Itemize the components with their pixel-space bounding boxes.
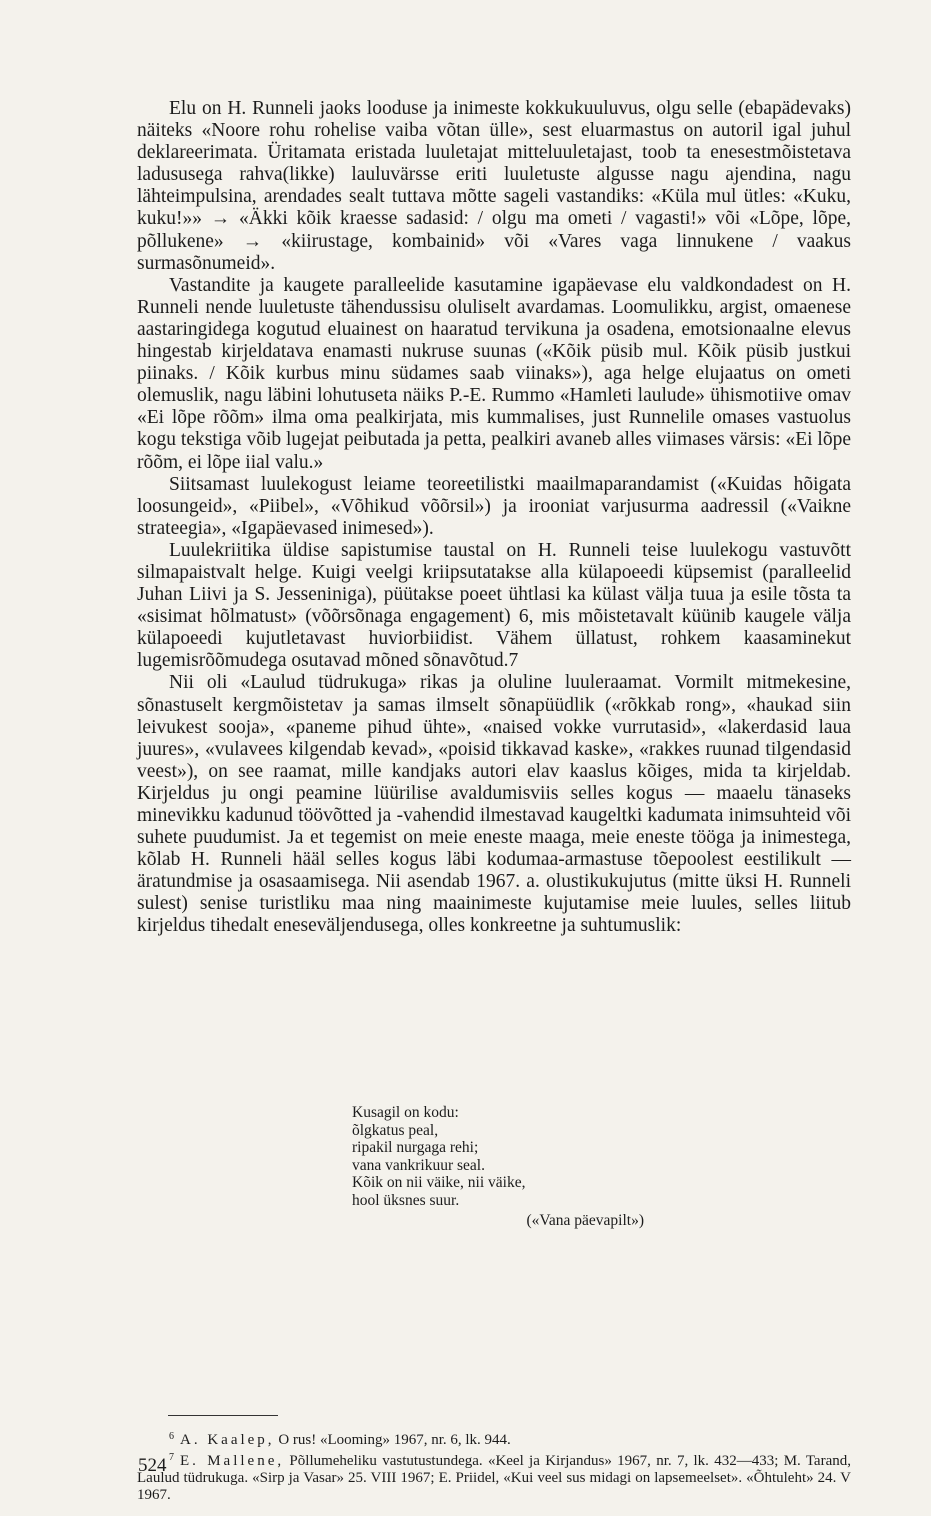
footnote-6 bbox=[137, 1428, 851, 1449]
footnotes bbox=[137, 1428, 851, 1504]
footnote-author: A. Kaalep, bbox=[180, 1432, 275, 1448]
footnote-7 bbox=[137, 1449, 851, 1504]
paragraph-2: Vastandite ja kaugete paralleelide kasutamine igapäevase elu valdkondadest on H. Runneli nende luuletuste tähendussisu oluliselt avardamas. Loomulikku, argist, omaenese aastaringidega kogutud eluainest on haaratud tervikuna ja osadena, emotsionaalne elevus hingestab kirjeldatava enamasti nukruse suunas («Kõik püsib mul. Kõik püsib justkui piinaks. / Kõik kurbus minu südames saab viinaks»), aga helge elujaatus on ometi olemuslik, nagu läbini lohutuseta näiks P.-E. Rummo «Hamleti laulude» ühismotiive omav «Ei lõpe rõõm» ilma oma pealkirjata, mis kummalises, just Runnelile omases vastuolus kogu tekstiga võib lugejat peibutada ja petta, pealkiri avaneb alles viimases värsis: «Ei lõpe rõõm, ei lõpe iial valu.» bbox=[137, 274, 851, 473]
body-text bbox=[137, 98, 851, 938]
poem-source: («Vana päevapilt») bbox=[526, 1211, 644, 1229]
poem-line: Kõik on nii väike, nii väike, bbox=[352, 1174, 526, 1192]
paragraph-5: Nii oli «Laulud tüdrukuga» rikas ja oluline luuleraamat. Vormilt mitmekesine, sõnastuselt kergmõistetav ja samas ilmselt sõnapüüdlik («rõkkab rong», «haukad siin leivukest sooja», «paneme pihud ühte», «naised vokke vurrutasid», «lakerdasid laua juures», «vulavees kilgendab kevad», «poisid tikkavad kaske», «rakkes ruunad tilgendasid veest»), on see raamat, mille kandjaks autori elav kaaslus kõiges, mida ta kirjeldab. Kirjeldus ju ongi peamine lüürilise avaldumisviis selles kogus — maaelu tänaseks minevikku kadunud töövõtted ja -vahendid ilmestavad kaugeltki kadumata inimsuhteid või suhete puudumist. Ja et tegemist on meie eneste maaga, meie eneste tööga ja inimestega, kõlab H. Runneli hääl selles kogus läbi kodumaa-armastuse tõepoolest eestilikult — äratundmise ja osasaamisega. Nii asendab 1967. a. olustikukujutus (mitte üksi H. Runneli sulest) senise turistliku maa ning maainimeste kujutamise meie luules, selles liitub kirjeldus tihedalt eneseväljendusega, olles konkreetne ja suhtumuslik: bbox=[137, 672, 851, 937]
paragraph-4: Luulekriitika üldise sapistumise taustal on H. Runneli teise luulekogu vastuvõtt silmapaistvalt helge. Kuigi veelgi kriipsutatakse alla külapoeedi küpsemist (paralleelid Juhan Liivi ja S. Jesseniniga), püütakse poeet ühtlasi ka külast välja tuua ja esile tõsta ta «sisimat hõlmatust» (võõrsõnaga engagement) 6, mis mõistetavalt küünib kaugele välja külapoeedi kujutletavast huviorbiidist. Vähem üllatust, rohkem kaasaminekut lugemisrõõmudega osutavad mõned sõnavõtud.7 bbox=[137, 539, 851, 672]
footnote-text: O rus! «Looming» 1967, nr. 6, lk. 944. bbox=[274, 1432, 511, 1448]
poem-line: vana vankrikuur seal. bbox=[352, 1156, 485, 1174]
paragraph-3: Siitsamast luulekogust leiame teoreetilistki maailmaparandamist («Kuidas hõigata loosungeid», «Piibel», «Võhikud võõrsil») ja irooniat varjusurma aadressil («Vaikne strateegia», «Igapäevased inimesed»). bbox=[137, 473, 851, 539]
poem-line: ripakil nurgaga rehi; bbox=[352, 1139, 479, 1157]
footnote-author: E. Mallene, bbox=[180, 1453, 285, 1469]
footnote-mark: 6 bbox=[169, 1431, 174, 1442]
poem-line: hool üksnes suur. bbox=[352, 1191, 460, 1209]
footnote-mark: 7 bbox=[169, 1452, 174, 1463]
footnote-text: Põllumeheliku vastutustundega. «Keel ja Kirjandus» 1967, nr. 7, lk. 432—433; M. Tarand, Laulud tüdrukuga. «Sirp ja Vasar» 25. VIII 1967; E. Priidel, «Kui veel sus midagi on lapsemeelset». «Õhtuleht» 24. V 1967. bbox=[137, 1453, 851, 1503]
paragraph-1: Elu on H. Runneli jaoks looduse ja inimeste kokkukuuluvus, olgu selle (ebapädevaks) näiteks «Noore rohu rohelise vaiba võtan ülle», sest eluarmastus on autoril igal juhul deklareerimata. Üritamata eristada luuletajat mitteluuletajast, toob ta enesestmõistetava ladususega rahva(likke) lauluvärsse eriti luuletuste algusse nagu ajendina, nagu lähteimpulsina, arendades sealt tuttava mõtte sageli vastandiks: «Küla mul ütles: «Kuku, kuku!»» → «Äkki kõik kraesse sadasid: / olgu ma ometi / vagasti!» või «Lõpe, lõpe, põllukene» → «kiirustage, kombainid» või «Vares vaga linnukene / vaakus surmasõnumeid». bbox=[137, 98, 851, 274]
poem-line: õlgkatus peal, bbox=[352, 1121, 439, 1139]
poem-quote bbox=[352, 1104, 652, 1229]
poem-line: Kusagil on kodu: bbox=[352, 1104, 459, 1121]
footnote-divider bbox=[168, 1415, 278, 1416]
page-number: 524 bbox=[138, 1455, 167, 1476]
